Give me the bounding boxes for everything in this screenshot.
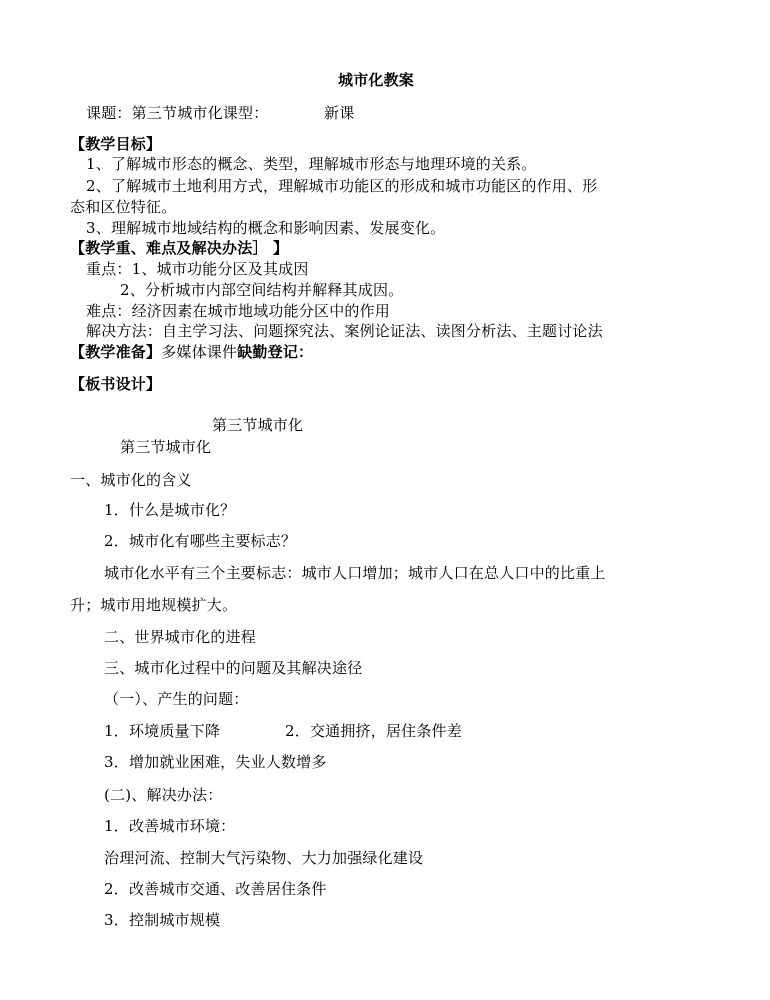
focus-point-1: 重点：1、城市功能分区及其成因 [86, 260, 309, 278]
board-line-4: 城市化水平有三个主要标志：城市人口增加；城市人口在总人口中的比重上 [104, 564, 606, 582]
document-title: 城市化教案 [338, 71, 415, 89]
board-line-8: （一）、产生的问题： [104, 690, 249, 708]
board-line-3: 2．城市化有哪些主要标志？ [104, 532, 297, 550]
objectives-heading: 【教学目标】 [70, 135, 162, 153]
board-line-16: 3．控制城市规模 [104, 911, 221, 929]
objective-item-2-cont: 态和区位特征。 [70, 198, 177, 216]
board-line-12: (二)、解决办法： [104, 786, 223, 804]
objective-item-3: 3、理解城市地域结构的概念和影响因素、发展变化。 [86, 219, 446, 237]
board-line-1: 一、城市化的含义 [70, 471, 192, 489]
course-lesson: 课题：第三节城市化课型： [86, 104, 269, 122]
board-line-13: 1．改善城市环境： [104, 817, 236, 835]
board-line-7: 三、城市化过程中的问题及其解决途径 [104, 659, 363, 677]
board-line-11: 3．增加就业困难，失业人数增多 [104, 753, 327, 771]
difficulty-point: 难点：经济因素在城市地域功能分区中的作用 [86, 302, 391, 320]
preparation-text: 多媒体课件 [161, 343, 238, 361]
board-line-15: 2．改善城市交通、改善居住条件 [104, 880, 327, 898]
focus-point-2: 2、分析城市内部空间结构并解释其成因。 [120, 281, 404, 299]
preparation-heading: 【教学准备】 [70, 343, 162, 361]
board-line-10: 2．交通拥挤，居住条件差 [285, 722, 462, 740]
preparation-line [70, 342, 313, 362]
board-line-5: 升；城市用地规模扩大。 [70, 596, 238, 614]
board-heading: 【板书设计】 [70, 375, 162, 393]
solution-methods: 解决方法：自主学习法、问题探究法、案例论证法、读图分析法、主题讨论法 [86, 322, 603, 340]
board-line-9: 1．环境质量下降 [104, 722, 221, 740]
objective-item-2: 2、了解城市土地利用方式，理解城市功能区的形成和城市功能区的作用、形 [86, 177, 598, 195]
board-line-2: 1．什么是城市化？ [104, 501, 236, 519]
board-line-6: 二、世界城市化的进程 [104, 628, 257, 646]
board-title-centered: 第三节城市化 [212, 416, 304, 434]
course-type: 新课 [324, 104, 355, 122]
preparation-attendance: 缺勤登记： [237, 343, 314, 361]
objective-item-1: 1、了解城市形态的概念、类型，理解城市形态与地理环境的关系。 [86, 155, 537, 173]
board-title-left: 第三节城市化 [120, 438, 212, 456]
key-points-heading: 【教学重、难点及解决办法］ 】 [70, 239, 289, 257]
board-line-14: 治理河流、控制大气污染物、大力加强绿化建设 [104, 849, 424, 867]
